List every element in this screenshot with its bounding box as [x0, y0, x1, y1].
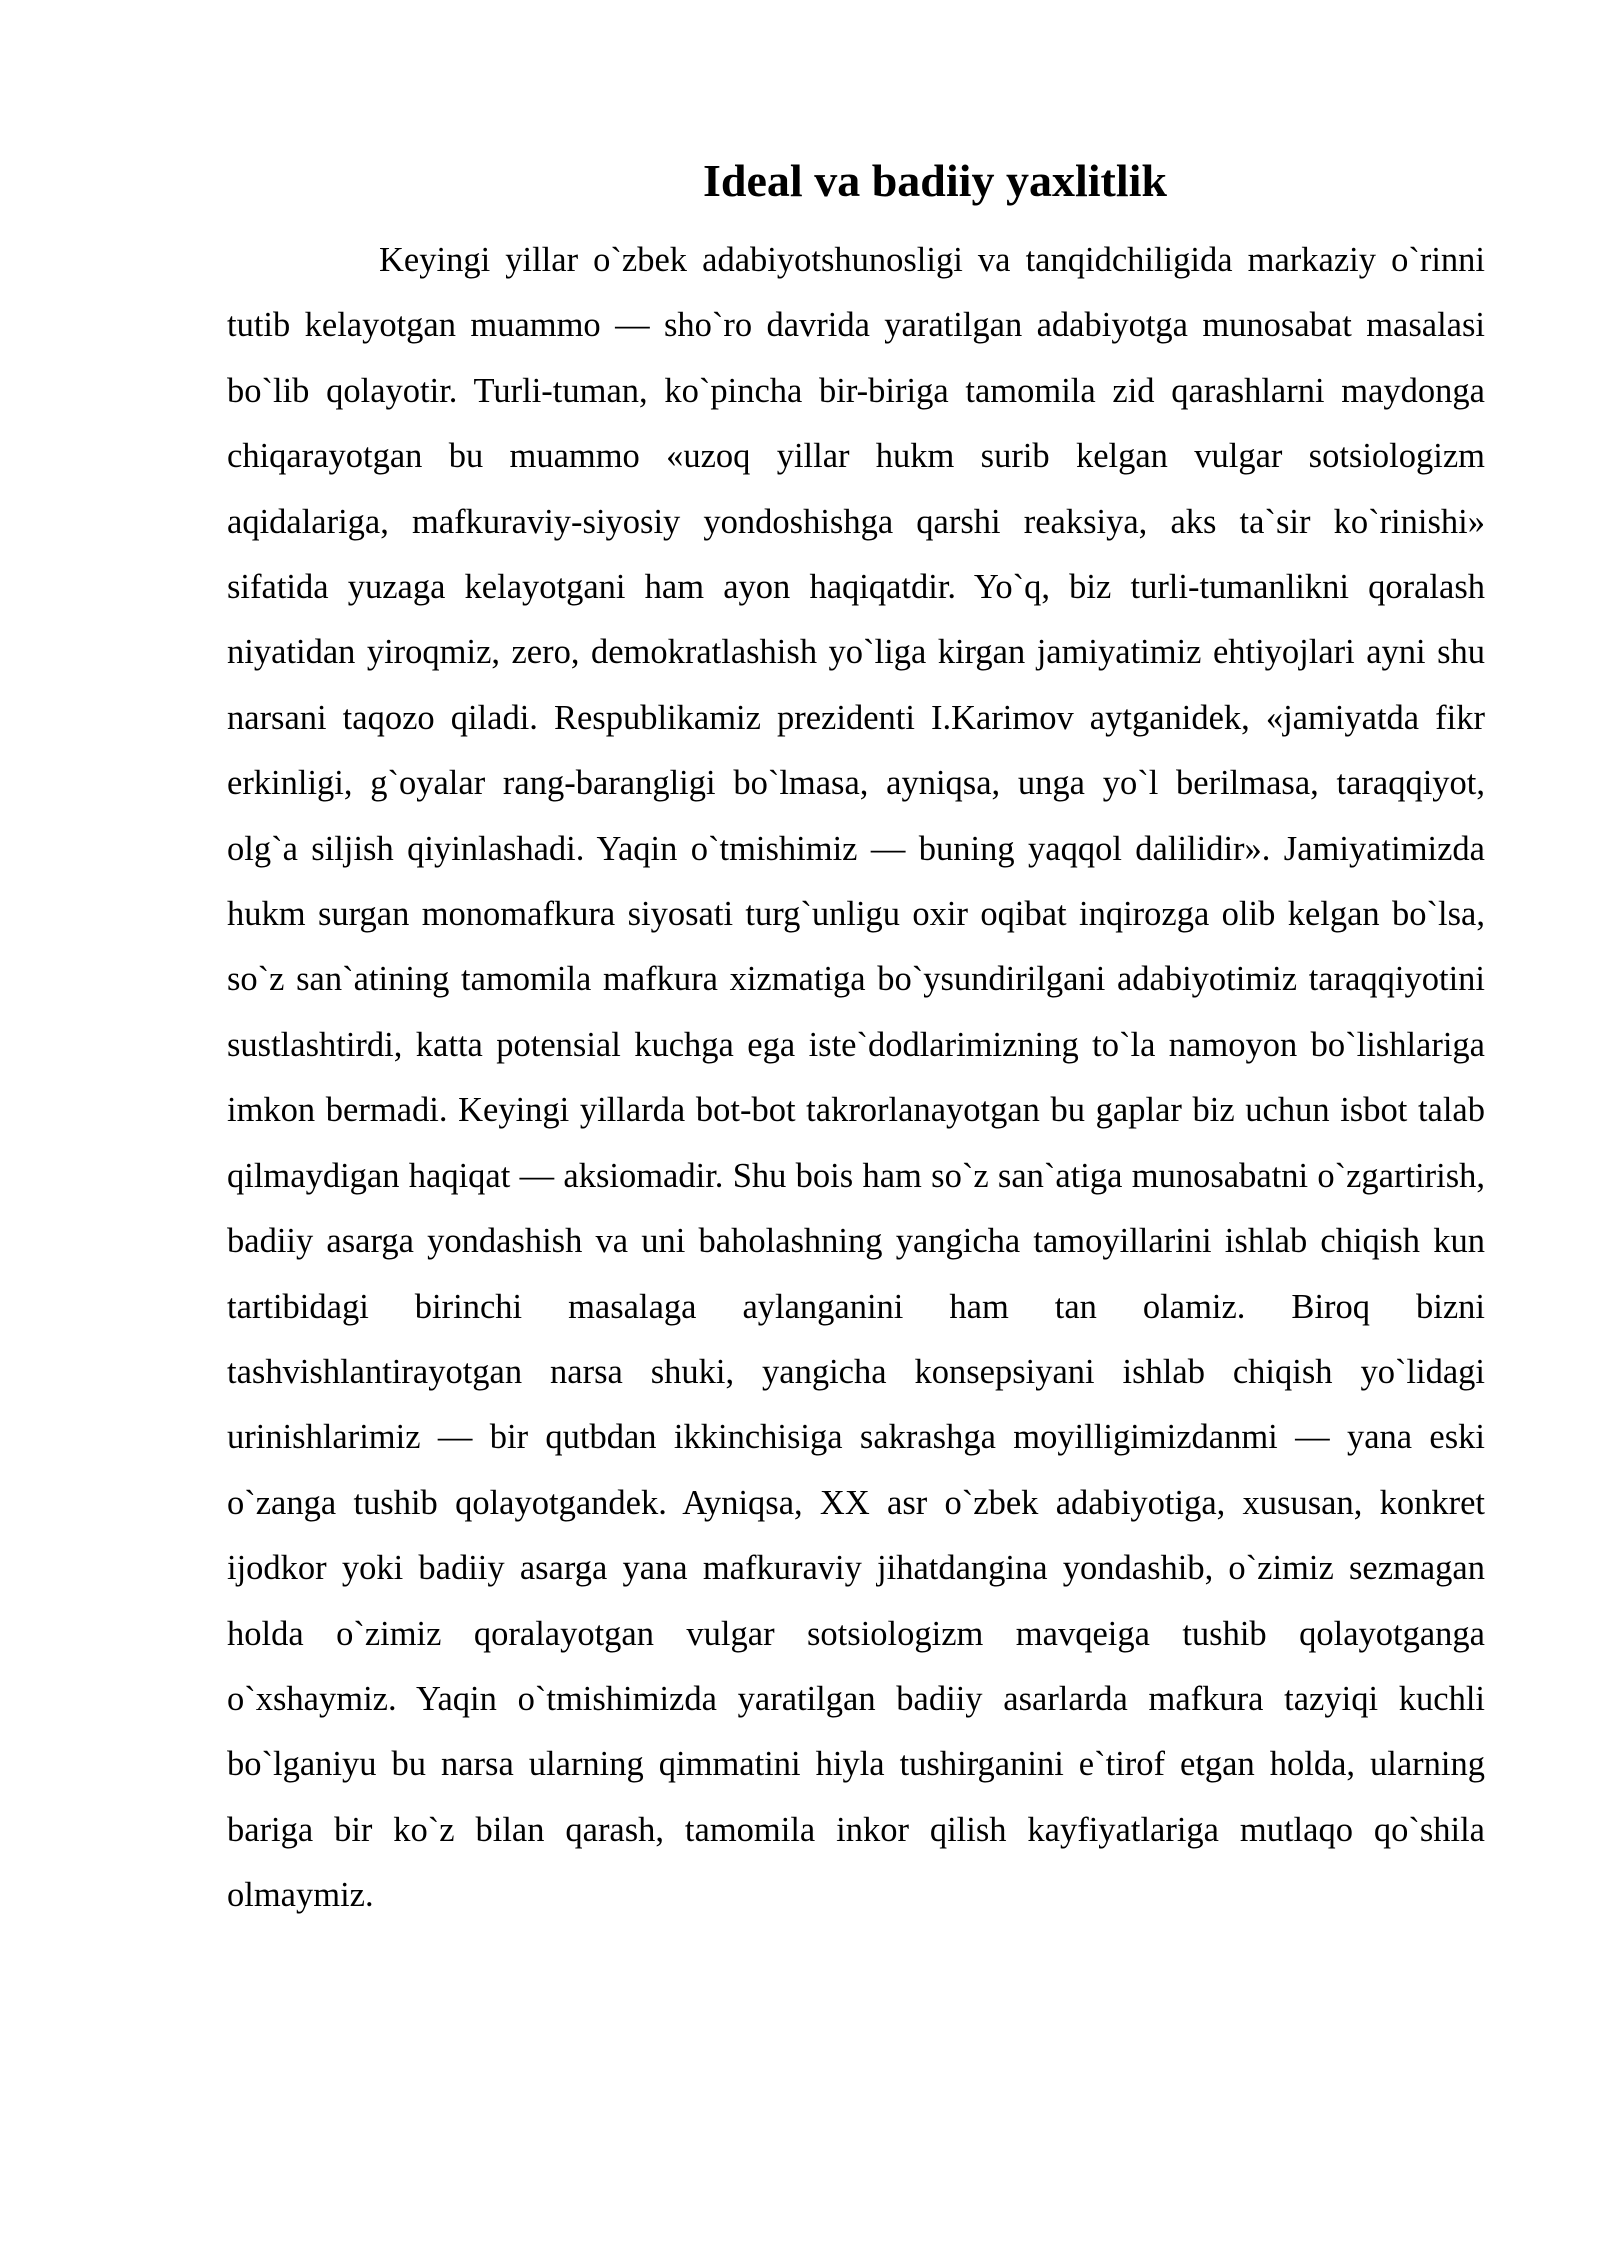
body-paragraph: Keyingi yillar o`zbek adabiyotshunosligi va tanqidchiligida markaziy o`rinni tutib kelayotgan muammo — sho`ro davrida yaratilgan adabiyotga munosabat masalasi bo`lib qolayotir. Turli-tuman, ko`pincha bir-biriga tamomila zid qarashlarni maydonga chiqarayotgan bu muammo «uzoq yillar hukm surib kelgan vulgar sotsiologizm aqidalariga, mafkuraviy-siyosiy yondoshishga qarshi reaksiya, aks ta`sir ko`rinishi» sifatida yuzaga kelayotgani ham ayon haqiqatdir. Yo`q, biz turli-tumanlikni qoralash niyatidan yiroqmiz, zero, demokratlashish yo`liga kirgan jamiyatimiz ehtiyojlari ayni shu narsani taqozo qiladi. Respublikamiz prezidenti I.Karimov aytganidek, «jamiyatda fikr erkinligi, g`oyalar rang-barangligi bo`lmasa, ayniqsa, unga yo`l berilmasa, taraqqiyot, olg`a siljish qiyinlashadi. Yaqin o`tmishimiz — buning yaqqol dalilidir». Jamiyatimizda hukm surgan monomafkura siyosati turg`unligu oxir oqibat inqirozga olib kelgan bo`lsa, so`z san`atining tamomila mafkura xizmatiga bo`ysundirilgani adabiyotimiz taraqqiyotini sustlashtirdi, katta potensial kuchga ega iste`dodlarimizning to`la namoyon bo`lishlariga imkon bermadi. Keyingi yillarda bot-bot takrorlanayotgan bu gaplar biz uchun isbot talab qilmaydigan haqiqat — aksiomadir. Shu bois ham so`z san`atiga munosabatni o`zgartirish, badiiy asarga yondashish va uni baholashning yangicha tamoyillarini ishlab chiqish kun tartibidagi birinchi masalaga aylanganini ham tan olamiz. Biroq bizni tashvishlantirayotgan narsa shuki, yangicha konsepsiyani ishlab chiqish yo`lidagi urinishlarimiz — bir qutbdan ikkinchisiga sakrashga moyilligimizdanmi — yana eski o`zanga tushib qolayotgandek. Ayniqsa, XX asr o`zbek adabiyotiga, xususan, konkret ijodkor yoki badiiy asarga yana mafkuraviy jihatdangina yondashib, o`zimiz sezmagan holda o`zimiz qoralayotgan vulgar sotsiologizm mavqeiga tushib qolayotganga o`xshaymiz. Yaqin o`tmishimizda yaratilgan badiiy asarlarda mafkura tazyiqi kuchli bo`lganiyu bu narsa ularning qimmatini hiyla tushirganini e`tirof etgan holda, ularning bariga bir ko`z bilan qarash, tamomila inkor qilish kayfiyatlariga mutlaqo qo`shila olmaymiz. — [227, 241, 1485, 1915]
document-title: Ideal va badiiy yaxlitlik — [703, 155, 1167, 206]
